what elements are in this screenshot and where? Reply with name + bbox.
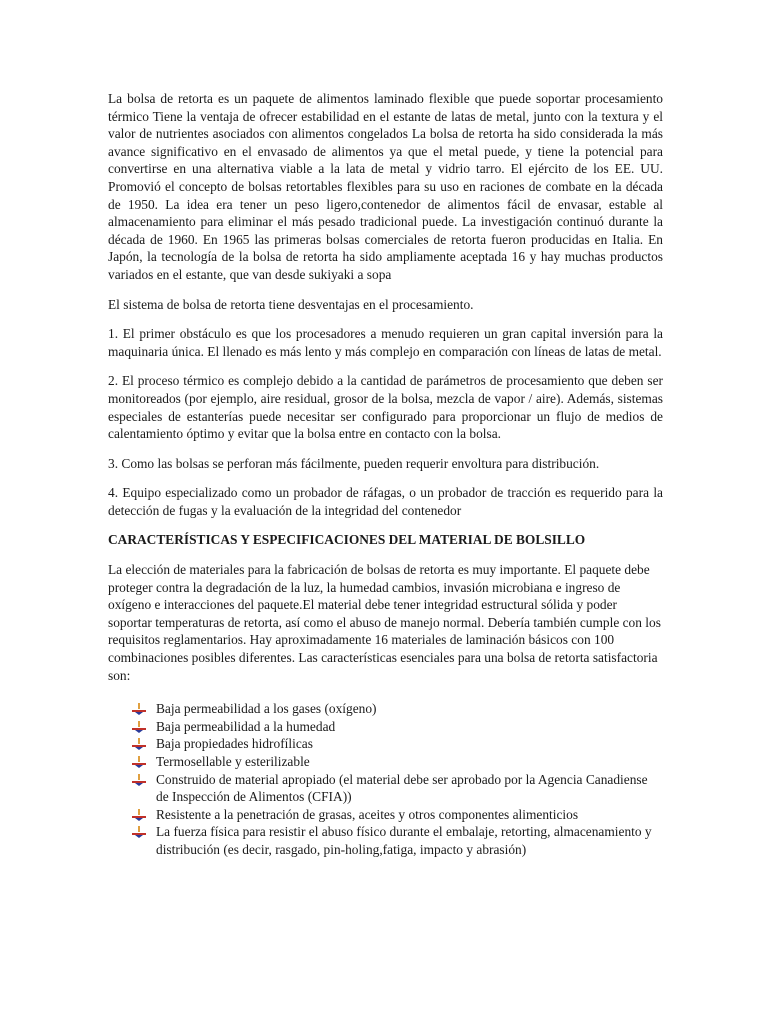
characteristics-list [108, 700, 663, 858]
list-item [156, 700, 663, 718]
list-item [156, 823, 663, 858]
list-item [156, 806, 663, 824]
disadvantage-point-3: 3. Como las bolsas se perforan más fácilmente, pueden requerir envoltura para distribución. [108, 455, 600, 471]
arrow-bullet-icon [132, 774, 146, 786]
arrow-bullet-icon [132, 738, 146, 750]
list-item-text: Baja propiedades hidrofílicas [156, 736, 313, 752]
list-item-text: Baja permeabilidad a la humedad [156, 718, 336, 734]
list-item [156, 718, 663, 736]
disadvantage-point-1: 1. El primer obstáculo es que los procesadores a menudo requieren un gran capital inversión para la maquinaria única. El llenado es más lento y más complejo en comparación con líneas de latas de metal. [108, 326, 663, 359]
list-item-text: Construido de material apropiado (el material debe ser aprobado por la Agencia Canadiense de Inspección de Alimentos (CFIA)) [156, 771, 648, 805]
list-item-text: Resistente a la penetración de grasas, aceites y otros componentes alimenticios [156, 806, 579, 822]
arrow-bullet-icon [132, 809, 146, 821]
disadvantages-intro: El sistema de bolsa de retorta tiene desventajas en el procesamiento. [108, 296, 474, 312]
arrow-bullet-icon [132, 756, 146, 768]
document-page [108, 90, 663, 859]
materials-paragraph: La elección de materiales para la fabricación de bolsas de retorta es muy importante. El paquete debe proteger contra la degradación de la luz, la humedad cambios, invasión microbiana e ingreso de oxígeno e interacciones del paquete.El material debe tener integridad estructural sólida y poder soportar temperaturas de retorta, así como el abuso de manejo normal. Debería también cumple con los requisitos reglamentarios. Hay aproximadamente 16 materiales de laminación básicos con 100 combinaciones posibles diferentes. Las características esenciales para una bolsa de retorta satisfactoria son: [108, 562, 661, 683]
list-item-text: La fuerza física para resistir el abuso físico durante el embalaje, retorting, almacenamiento y distribución (es decir, rasgado, pin-holing,fatiga, impacto y abrasión) [156, 824, 652, 857]
intro-paragraph: La bolsa de retorta es un paquete de alimentos laminado flexible que puede soportar procesamiento térmico Tiene la ventaja de ofrecer estabilidad en el estante de latas de metal, junto con la textura y el valor de nutrientes asociados con alimentos congelados La bolsa de retorta ha sido considerada la más avance significativo en el envasado de alimentos ya que el metal puede, y tiene la potencial para convertirse en una alternativa viable a la lata de metal y vidrio tarro. El ejército de los EE. UU. Promovió el concepto de bolsas retortables flexibles para su uso en raciones de combate en la década de 1950. La idea era tener un peso ligero,contenedor de alimentos fácil de envasar, estable al almacenamiento para eliminar el más pesado tradicional puede. La investigación continuó durante la década de 1960. En 1965 las primeras bolsas comerciales de retorta fueron producidas en Italia. En Japón, la tecnología de la bolsa de retorta ha sido ampliamente aceptada 16 y hay muchas productos variados en el estante, que van desde sukiyaki a sopa [108, 91, 663, 282]
section-heading: CARACTERÍSTICAS Y ESPECIFICACIONES DEL MATERIAL DE BOLSILLO [108, 532, 586, 548]
list-item-text: Baja permeabilidad a los gases (oxígeno) [156, 701, 377, 717]
list-item [156, 771, 663, 806]
arrow-bullet-icon [132, 826, 146, 838]
disadvantage-point-2: 2. El proceso térmico es complejo debido a la cantidad de parámetros de procesamiento que deben ser monitoreados (por ejemplo, aire residual, grosor de la bolsa, mezcla de vapor / aire). Además, sistemas especiales de estanterías puede necesitar ser configurado para proporcionar un flujo de medios de calentamiento óptimo y evitar que la bolsa entre en contacto con la bolsa. [108, 373, 663, 442]
arrow-bullet-icon [132, 703, 146, 715]
list-item [156, 735, 663, 753]
disadvantage-point-4: 4. Equipo especializado como un probador de ráfagas, o un probador de tracción es requerido para la detección de fugas y la evaluación de la integridad del contenedor [108, 485, 663, 518]
arrow-bullet-icon [132, 721, 146, 733]
list-item [156, 753, 663, 771]
list-item-text: Termosellable y esterilizable [156, 754, 310, 769]
